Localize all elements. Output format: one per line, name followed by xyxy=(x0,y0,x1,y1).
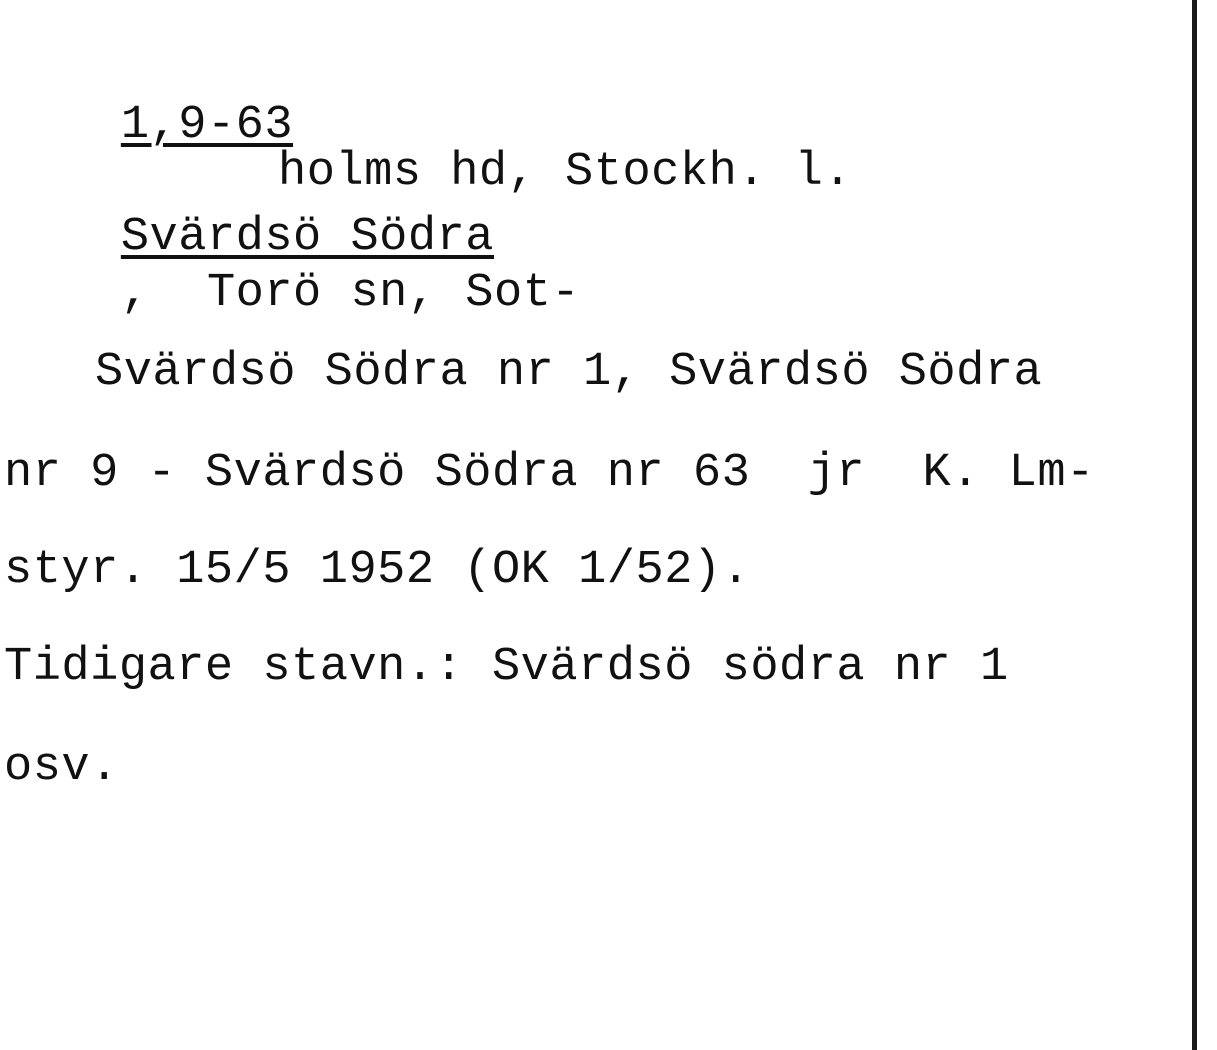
heading-line-1 xyxy=(6,42,580,378)
body-line-2: nr 9 - Svärdsö Södra nr 63 jr K. Lm- xyxy=(4,447,1095,500)
body-line-5: osv. xyxy=(4,741,119,794)
body-line-3: styr. 15/5 1952 (OK 1/52). xyxy=(4,544,751,597)
record-number: 1,9-63 xyxy=(120,99,294,152)
body-line-1: Svärdsö Södra nr 1, Svärdsö Södra xyxy=(95,346,1043,399)
parish-info: , Torö sn, Sot- xyxy=(120,267,581,320)
card-right-border xyxy=(1192,0,1197,1050)
heading-line-2: holms hd, Stockh. l. xyxy=(278,146,853,199)
body-line-4: Tidigare stavn.: Svärdsö södra nr 1 xyxy=(4,641,1009,694)
place-name: Svärdsö Södra xyxy=(120,211,494,264)
